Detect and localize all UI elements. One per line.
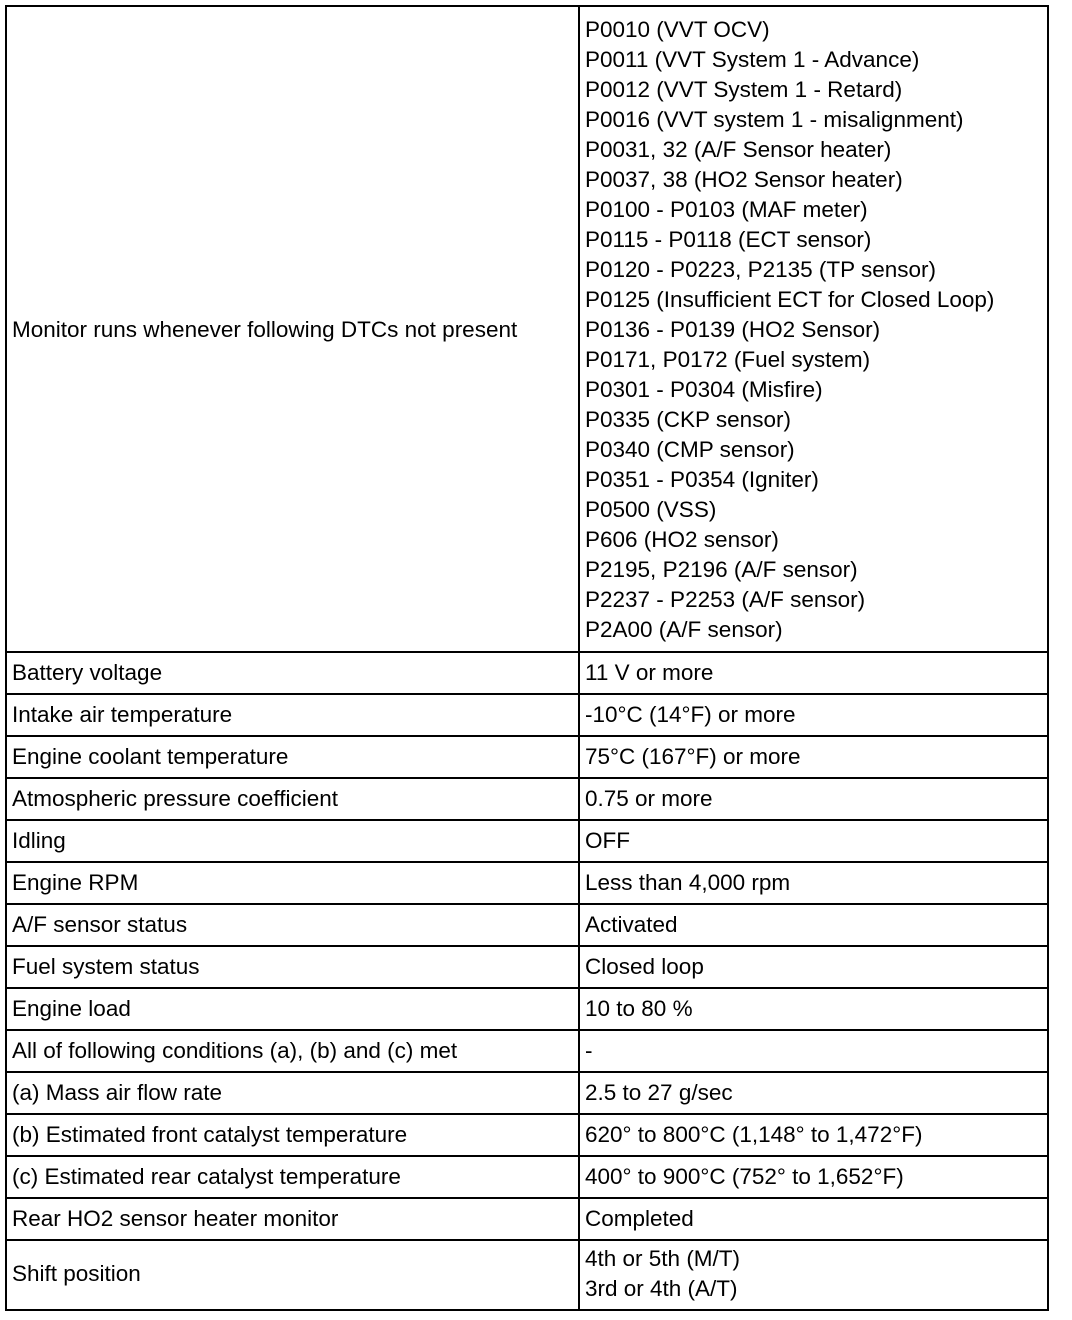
condition-cell: Shift position — [6, 1240, 579, 1310]
condition-cell: A/F sensor status — [6, 904, 579, 946]
value-cell — [579, 946, 1048, 988]
value-line: P0100 - P0103 (MAF meter) — [585, 197, 868, 222]
conditions-table-body — [6, 6, 1048, 1310]
value-line: P606 (HO2 sensor) — [585, 527, 779, 552]
value-line: P0120 - P0223, P2135 (TP sensor) — [585, 257, 937, 282]
value-line: -10°C (14°F) or more — [585, 702, 796, 727]
value-line: P0136 - P0139 (HO2 Sensor) — [585, 317, 881, 342]
table-row — [6, 820, 1048, 862]
value-cell — [579, 1114, 1048, 1156]
condition-cell: (a) Mass air flow rate — [6, 1072, 579, 1114]
condition-cell: (b) Estimated front catalyst temperature — [6, 1114, 579, 1156]
table-row — [6, 694, 1048, 736]
value-cell — [579, 1240, 1048, 1310]
value-line: Activated — [585, 912, 678, 937]
value-cell — [579, 988, 1048, 1030]
value-line: P2237 - P2253 (A/F sensor) — [585, 587, 866, 612]
value-cell — [579, 904, 1048, 946]
value-line: 4th or 5th (M/T) — [585, 1246, 741, 1271]
table-row — [6, 1072, 1048, 1114]
condition-cell: Intake air temperature — [6, 694, 579, 736]
table-row — [6, 6, 1048, 652]
table-row — [6, 652, 1048, 694]
value-line: OFF — [585, 828, 630, 853]
value-line: P0011 (VVT System 1 - Advance) — [585, 47, 920, 72]
value-cell — [579, 778, 1048, 820]
condition-cell: Idling — [6, 820, 579, 862]
condition-cell: All of following conditions (a), (b) and (c) met — [6, 1030, 579, 1072]
value-line: P0351 - P0354 (Igniter) — [585, 467, 819, 492]
table-row — [6, 1156, 1048, 1198]
value-line: P0171, P0172 (Fuel system) — [585, 347, 871, 372]
condition-cell: Rear HO2 sensor heater monitor — [6, 1198, 579, 1240]
value-line: P0031, 32 (A/F Sensor heater) — [585, 137, 892, 162]
value-line: P0115 - P0118 (ECT sensor) — [585, 227, 872, 252]
value-line: 3rd or 4th (A/T) — [585, 1276, 738, 1301]
value-line: - — [585, 1038, 593, 1063]
value-cell — [579, 1030, 1048, 1072]
table-row — [6, 778, 1048, 820]
value-line: Closed loop — [585, 954, 704, 979]
value-line: P0037, 38 (HO2 Sensor heater) — [585, 167, 903, 192]
value-line: 620° to 800°C (1,148° to 1,472°F) — [585, 1122, 923, 1147]
value-cell — [579, 736, 1048, 778]
condition-cell: Monitor runs whenever following DTCs not present — [6, 6, 579, 652]
value-cell — [579, 862, 1048, 904]
value-line: P2195, P2196 (A/F sensor) — [585, 557, 858, 582]
value-line: P0010 (VVT OCV) — [585, 17, 770, 42]
value-line: P0012 (VVT System 1 - Retard) — [585, 77, 903, 102]
value-line: P0125 (Insufficient ECT for Closed Loop) — [585, 287, 995, 312]
value-line: P0016 (VVT system 1 - misalignment) — [585, 107, 964, 132]
value-line: 10 to 80 % — [585, 996, 693, 1021]
value-line: P0301 - P0304 (Misfire) — [585, 377, 823, 402]
value-line: Completed — [585, 1206, 694, 1231]
condition-cell: Atmospheric pressure coefficient — [6, 778, 579, 820]
table-row — [6, 988, 1048, 1030]
table-row — [6, 946, 1048, 988]
conditions-table — [5, 5, 1049, 1311]
table-row — [6, 1030, 1048, 1072]
value-line: P0340 (CMP sensor) — [585, 437, 795, 462]
value-line: 2.5 to 27 g/sec — [585, 1080, 733, 1105]
table-row — [6, 1114, 1048, 1156]
condition-cell: Engine load — [6, 988, 579, 1030]
value-cell — [579, 694, 1048, 736]
condition-cell: Engine coolant temperature — [6, 736, 579, 778]
value-cell — [579, 1156, 1048, 1198]
condition-cell: (c) Estimated rear catalyst temperature — [6, 1156, 579, 1198]
value-cell — [579, 6, 1048, 652]
value-cell — [579, 652, 1048, 694]
value-line: 0.75 or more — [585, 786, 713, 811]
table-row — [6, 1240, 1048, 1310]
table-row — [6, 736, 1048, 778]
condition-cell: Engine RPM — [6, 862, 579, 904]
value-cell — [579, 820, 1048, 862]
condition-cell: Fuel system status — [6, 946, 579, 988]
value-line: 400° to 900°C (752° to 1,652°F) — [585, 1164, 904, 1189]
table-row — [6, 862, 1048, 904]
value-cell — [579, 1072, 1048, 1114]
table-row — [6, 1198, 1048, 1240]
value-line: Less than 4,000 rpm — [585, 870, 791, 895]
value-line: 11 V or more — [585, 660, 714, 685]
value-line: P0500 (VSS) — [585, 497, 717, 522]
table-row — [6, 904, 1048, 946]
condition-cell: Battery voltage — [6, 652, 579, 694]
value-line: P2A00 (A/F sensor) — [585, 617, 783, 642]
value-line: P0335 (CKP sensor) — [585, 407, 791, 432]
value-cell — [579, 1198, 1048, 1240]
value-line: 75°C (167°F) or more — [585, 744, 801, 769]
